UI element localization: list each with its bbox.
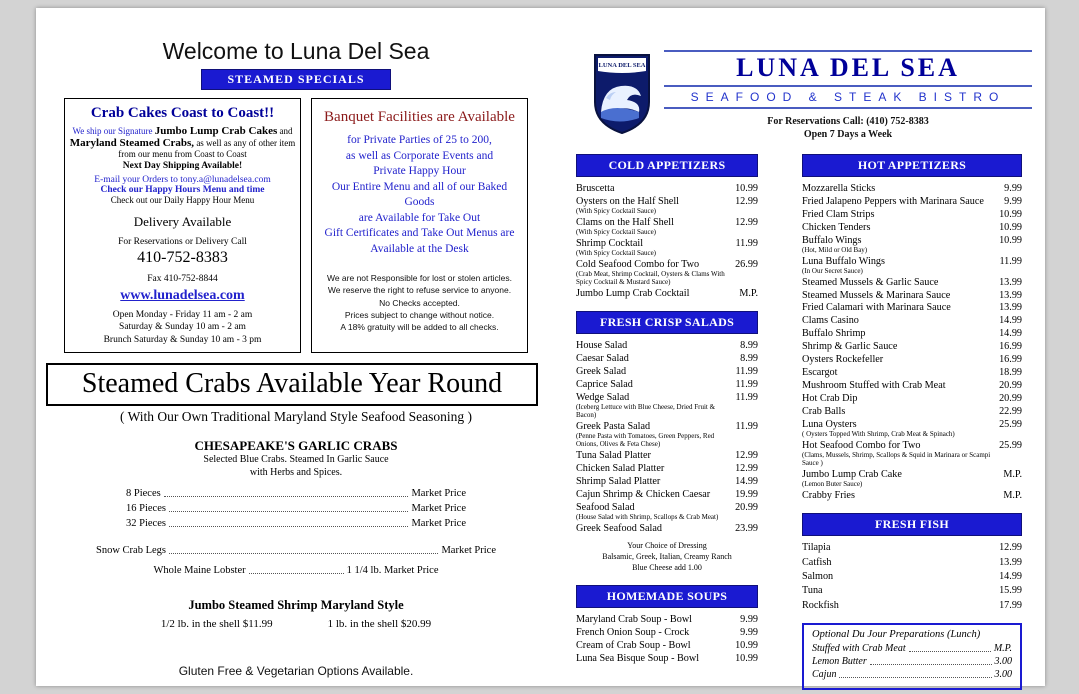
menu-column-left	[576, 154, 758, 690]
menu-item	[802, 290, 1022, 301]
menu-item-name: French Onion Soup - Crock	[576, 627, 690, 639]
menu-item-name: Greek Pasta Salad	[576, 420, 651, 432]
menu-item	[802, 419, 1022, 438]
menu-item-name: Caesar Salad	[576, 353, 629, 365]
fresh-fish-banner: FRESH FISH	[802, 513, 1022, 536]
optional-item-row	[812, 669, 1012, 680]
dotted-leader	[164, 496, 409, 497]
dotted-leader	[249, 573, 344, 574]
item-price: Market Price	[441, 545, 496, 557]
item-price: Market Price	[411, 488, 466, 500]
email-orders-line: E-mail your Orders to tony.a@lunadelsea.com	[94, 175, 271, 185]
menu-item	[576, 259, 758, 287]
menu-item	[802, 490, 1022, 501]
menu-item-desc: (Crab Meat, Shrimp Cocktail, Oysters & Clams With Spicy Cocktail & Mustard Sauce)	[576, 270, 725, 287]
dotted-leader	[169, 526, 409, 527]
banquet-line: Our Entire Menu and all of our Baked Goods	[331, 180, 508, 209]
menu-item-name: Fried Clam Strips	[802, 208, 875, 220]
item-name: 8 Pieces	[126, 488, 161, 500]
menu-item-name: Maryland Crab Soup - Bowl	[576, 614, 693, 626]
section-fresh-fish	[802, 513, 1022, 611]
dotted-leader	[169, 553, 438, 554]
menu-item-price: 25.99	[999, 418, 1022, 430]
menu-item-desc: (Iceberg Lettuce with Blue Cheese, Dried Fruit & Bacon)	[576, 403, 716, 420]
menu-item-name: Luna Oysters	[802, 418, 857, 430]
reservations-call-line: For Reservations Call: (410) 752-8383	[767, 116, 929, 127]
menu-item-price: M.P.	[739, 287, 758, 299]
section-salads	[576, 311, 758, 573]
menu-item	[576, 627, 758, 638]
menu-item-price: 12.99	[735, 462, 758, 474]
menu-item-name: Crabby Fries	[802, 489, 855, 501]
menu-item-price: 8.99	[740, 353, 758, 365]
menu-item-price: 11.99	[735, 366, 758, 378]
menu-item-name: Greek Seafood Salad	[576, 522, 662, 534]
delivery-available: Delivery Available	[133, 214, 232, 229]
menu-item-name: Greek Salad	[576, 366, 627, 378]
menu-item-name: Clams on the Half Shell	[576, 216, 674, 228]
menu-item	[576, 366, 758, 377]
dotted-leader	[870, 664, 992, 665]
menu-item-price: 11.99	[735, 420, 758, 432]
menu-item-price: 13.99	[999, 276, 1022, 288]
menu-item-name: Mozzarella Sticks	[802, 183, 876, 194]
menu-item-name: Luna Sea Bisque Soup - Bowl	[576, 653, 700, 665]
menu-item-name: Oysters Rockefeller	[802, 354, 884, 366]
menu-item-price: 11.99	[735, 391, 758, 403]
menu-item-price: 9.99	[740, 614, 758, 626]
dressing-note	[576, 541, 758, 573]
dressing-note-line: Your Choice of Dressing	[627, 541, 707, 551]
item-price: Market Price	[411, 518, 466, 530]
menu-columns	[576, 154, 1032, 690]
menu-item	[576, 353, 758, 364]
garlic-crab-row	[126, 518, 466, 529]
menu-item-desc: (House Salad with Shrimp, Scallops & Crab Meat)	[576, 513, 719, 522]
menu-column-right	[802, 154, 1022, 690]
menu-item-name: Hot Crab Dip	[802, 392, 858, 404]
menu-item-price: 13.99	[999, 289, 1022, 301]
menu-item-desc: (Penne Pasta with Tomatoes, Green Peppers, Red Onions, Olives & Feta Chese)	[576, 432, 715, 449]
happy-hours-line: Check our Happy Hours Menu and time	[100, 185, 265, 195]
garlic-crabs-subtitle-2: with Herbs and Spices.	[249, 466, 343, 478]
ship-line-2a: Maryland Steamed Crabs,	[69, 137, 195, 149]
menu-item	[576, 340, 758, 351]
menu-item-name: Chicken Salad Platter	[576, 462, 665, 474]
cold-appetizers-items	[576, 183, 758, 299]
soups-banner: HOMEMADE SOUPS	[576, 585, 758, 608]
banquet-line: Gift Certificates and Take Out Menus are	[324, 227, 515, 240]
menu-item-price: 10.99	[999, 234, 1022, 246]
brand-header	[664, 50, 1032, 140]
menu-item-price: 19.99	[735, 488, 758, 500]
menu-item-price: 9.99	[740, 627, 758, 639]
menu-item-price: 11.99	[999, 255, 1022, 267]
section-hot-appetizers	[802, 154, 1022, 501]
menu-item-price: 10.99	[735, 183, 758, 194]
section-soups	[576, 585, 758, 664]
menu-item	[802, 469, 1022, 488]
menu-item-desc: (In Our Secret Sauce)	[802, 267, 863, 276]
menu-item-name: Caprice Salad	[576, 379, 633, 391]
garlic-crab-row	[126, 488, 466, 499]
steamed-shrimp-prices	[46, 618, 546, 630]
menu-item	[576, 392, 758, 420]
garlic-crabs-rows	[126, 488, 466, 529]
menu-item-desc: ( Oysters Topped With Shrimp, Crab Meat & Spinach)	[802, 430, 955, 439]
disclaimer-line: No Checks accepted.	[379, 297, 460, 308]
hot-appetizers-banner: HOT APPETIZERS	[802, 154, 1022, 177]
menu-item-name: Fried Jalapeno Peppers with Marinara Sauce	[802, 195, 984, 207]
menu-item-name: House Salad	[576, 340, 628, 352]
dressing-note-line: Blue Cheese add 1.00	[632, 562, 702, 572]
banquet-title: Banquet Facilities are Available	[324, 109, 515, 125]
item-name: Stuffed with Crab Meat	[812, 643, 906, 655]
menu-item-price: 13.99	[999, 556, 1022, 568]
menu-item-price: 15.99	[999, 585, 1022, 597]
menu-item-price: 20.99	[999, 380, 1022, 391]
menu-item	[576, 288, 758, 299]
menu-item-name: Bruscetta	[576, 183, 615, 194]
brand-name: LUNA DEL SEA	[736, 53, 960, 82]
menu-item-desc: (With Spicy Cocktail Sauce)	[576, 228, 657, 237]
section-cold-appetizers	[576, 154, 758, 299]
menu-item	[802, 222, 1022, 233]
menu-item-name: Steamed Mussels & Marinara Sauce	[802, 289, 951, 301]
menu-sheet	[36, 8, 1045, 686]
menu-item-price: 12.99	[735, 216, 758, 228]
menu-item	[802, 542, 1022, 553]
menu-item-price: 11.99	[735, 237, 758, 249]
menu-item	[576, 238, 758, 257]
menu-item-name: Jumbo Lump Crab Cocktail	[576, 287, 690, 299]
menu-item-price: M.P.	[1003, 468, 1022, 480]
menu-item	[576, 476, 758, 487]
menu-item-desc: (With Spicy Cocktail Sauce)	[576, 207, 657, 216]
menu-item-name: Tilapia	[802, 542, 831, 554]
optional-preparations-items	[812, 643, 1012, 680]
menu-item-price: 10.99	[735, 653, 758, 665]
welcome-title: Welcome to Luna Del Sea	[162, 38, 430, 64]
menu-item-price: 12.99	[735, 449, 758, 461]
menu-item-desc: (Lemon Buter Sauce)	[802, 480, 863, 489]
info-boxes	[64, 98, 528, 353]
item-name: Whole Maine Lobster	[153, 565, 246, 577]
shrimp-half-pound: 1/2 lb. in the shell $11.99	[160, 618, 273, 631]
steamed-crabs-title: Steamed Crabs Available Year Round	[81, 368, 503, 400]
daily-happy-hour-line: Check out our Daily Happy Hour Menu	[110, 195, 255, 205]
menu-item	[802, 256, 1022, 275]
menu-item-price: 16.99	[999, 341, 1022, 353]
menu-item-name: Salmon	[802, 570, 834, 582]
divider-line	[664, 107, 1032, 109]
menu-item-price: 12.99	[999, 542, 1022, 554]
menu-item	[576, 640, 758, 651]
menu-item-price: 22.99	[999, 405, 1022, 417]
banquet-line: for Private Parties of 25 to 200,	[347, 134, 492, 146]
reservations-line: For Reservations or Delivery Call	[118, 237, 247, 247]
menu-item-price: 10.99	[999, 208, 1022, 220]
menu-item-desc: (Hot, Mild or Old Bay)	[802, 246, 868, 255]
disclaimer-line: A 18% gratuity will be added to all checks.	[340, 322, 499, 333]
menu-item	[576, 463, 758, 474]
menu-item-name: Shrimp Salad Platter	[576, 475, 661, 487]
menu-item-name: Tuna	[802, 585, 823, 597]
ship-line-2	[69, 137, 296, 149]
open-days-line: Open 7 Days a Week	[803, 129, 893, 140]
menu-item	[802, 367, 1022, 378]
disclaimer-lines	[318, 272, 521, 334]
menu-item	[576, 217, 758, 236]
item-price: 3.00	[994, 669, 1012, 681]
restaurant-logo	[594, 54, 650, 139]
menu-item	[576, 183, 758, 194]
page-left	[46, 38, 546, 678]
menu-item	[802, 585, 1022, 596]
menu-item-price: 16.99	[999, 354, 1022, 366]
ship-line-1	[69, 125, 296, 137]
hours-line: Open Monday - Friday 11 am - 2 am	[112, 310, 253, 320]
menu-item-price: 26.99	[735, 258, 758, 270]
dressing-note-line: Balsamic, Greek, Italian, Creamy Ranch	[602, 551, 732, 561]
garlic-crab-row	[126, 503, 466, 514]
hours-line: Brunch Saturday & Sunday 10 am - 3 pm	[103, 334, 262, 345]
garlic-crabs-subtitle-1: Selected Blue Crabs. Steamed In Garlic Sauce	[203, 454, 389, 466]
banquet-line: Available at the Desk	[370, 242, 469, 255]
menu-item-name: Shrimp & Garlic Sauce	[802, 341, 898, 353]
menu-item	[802, 302, 1022, 313]
item-price: 3.00	[994, 656, 1012, 668]
website-link: www.lunadelsea.com	[120, 288, 245, 303]
menu-item-price: 20.99	[999, 392, 1022, 404]
ship-line-1b: Jumbo Lump Crab Cakes	[154, 125, 278, 137]
menu-item-name: Cream of Crab Soup - Bowl	[576, 640, 691, 652]
ship-line-1a: We ship our Signature	[72, 126, 153, 136]
garlic-crabs-title: CHESAPEAKE'S GARLIC CRABS	[194, 438, 398, 454]
optional-preparations-title: Optional Du Jour Preparations (Lunch)	[812, 629, 981, 641]
menu-item-name: Jumbo Lump Crab Cake	[802, 468, 902, 480]
phone-number: 410-752-8383	[137, 249, 228, 266]
dotted-leader	[839, 677, 991, 678]
salads-banner: FRESH CRISP SALADS	[576, 311, 758, 334]
menu-item	[802, 183, 1022, 194]
optional-item-row	[812, 656, 1012, 667]
menu-item-name: Tuna Salad Platter	[576, 449, 651, 461]
menu-item-price: 14.99	[999, 315, 1022, 327]
disclaimer-line: We reserve the right to refuse service to anyone.	[327, 285, 512, 296]
banquet-line: as well as Corporate Events and	[345, 149, 494, 162]
item-price: 1 1/4 lb. Market Price	[346, 565, 439, 577]
ship-line-3: from our menu from Coast to Coast	[118, 149, 247, 159]
menu-item	[802, 315, 1022, 326]
item-name: 16 Pieces	[126, 503, 166, 515]
menu-item	[802, 557, 1022, 568]
menu-item	[802, 328, 1022, 339]
menu-item-name: Wedge Salad	[576, 391, 630, 403]
logo-wave-icon	[594, 54, 650, 134]
menu-item	[576, 614, 758, 625]
menu-item-price: 23.99	[735, 522, 758, 534]
item-name: Lemon Butter	[812, 656, 867, 668]
menu-item	[802, 341, 1022, 352]
menu-item	[576, 379, 758, 390]
menu-item	[576, 653, 758, 664]
hot-appetizers-items	[802, 183, 1022, 501]
optional-preparations-box	[802, 623, 1022, 690]
banquet-box	[311, 98, 528, 353]
menu-item-name: Mushroom Stuffed with Crab Meat	[802, 380, 946, 391]
menu-item	[576, 489, 758, 500]
hours-list	[69, 309, 296, 346]
ship-line-2b: as well as any of other item	[196, 138, 296, 148]
fresh-fish-items	[802, 542, 1022, 611]
item-name: Snow Crab Legs	[96, 545, 166, 557]
snow-crab-row	[96, 545, 496, 556]
lobster-row	[154, 565, 439, 576]
cold-appetizers-banner: COLD APPETIZERS	[576, 154, 758, 177]
item-name: Cajun	[812, 669, 837, 681]
item-price: Market Price	[411, 503, 466, 515]
dotted-leader	[169, 511, 409, 512]
menu-item-price: 17.99	[999, 599, 1022, 611]
menu-item-price: 9.99	[1004, 195, 1022, 207]
menu-item-price: 14.99	[999, 570, 1022, 582]
menu-item-price: 9.99	[1004, 183, 1022, 194]
menu-item-price: 11.99	[735, 379, 758, 391]
menu-item-price: 18.99	[999, 367, 1022, 379]
next-day-shipping: Next Day Shipping Available!	[122, 161, 243, 171]
menu-item-desc: (With Spicy Cocktail Sauce)	[576, 249, 657, 258]
steamed-crabs-box	[46, 363, 538, 406]
menu-item	[802, 235, 1022, 254]
salads-items	[576, 340, 758, 534]
menu-item	[802, 209, 1022, 220]
soups-items	[576, 614, 758, 664]
menu-item-name: Fried Calamari with Marinara Sauce	[802, 302, 951, 314]
menu-item	[802, 600, 1022, 611]
steamed-specials-banner: STEAMED SPECIALS	[201, 69, 391, 90]
menu-item	[802, 277, 1022, 288]
menu-item	[802, 571, 1022, 582]
brand-tagline: SEAFOOD & STEAK BISTRO	[690, 90, 1006, 104]
menu-item-name: Oysters on the Half Shell	[576, 195, 679, 207]
gluten-free-note: Gluten Free & Vegetarian Options Available.	[178, 664, 414, 679]
menu-item-name: Escargot	[802, 367, 838, 379]
banquet-line: are Available for Take Out	[358, 211, 481, 224]
crab-box-title: Crab Cakes Coast to Coast!!	[90, 105, 275, 121]
logo-text: LUNA DEL SEA	[598, 62, 646, 69]
menu-item-price: 10.99	[735, 640, 758, 652]
dotted-leader	[909, 651, 991, 652]
menu-item	[802, 380, 1022, 391]
menu-item	[576, 421, 758, 449]
menu-item-name: Catfish	[802, 556, 832, 568]
menu-item-price: 14.99	[999, 328, 1022, 340]
item-price: M.P.	[993, 643, 1012, 655]
menu-item	[802, 406, 1022, 417]
menu-item-name: Buffalo Shrimp	[802, 328, 866, 340]
menu-item	[802, 354, 1022, 365]
menu-item-name: Clams Casino	[802, 315, 859, 327]
menu-item-name: Rockfish	[802, 599, 839, 611]
menu-item-price: 25.99	[999, 439, 1022, 451]
menu-item-name: Chicken Tenders	[802, 221, 871, 233]
steamed-shrimp-title: Jumbo Steamed Shrimp Maryland Style	[188, 598, 404, 613]
menu-item-price: 13.99	[999, 302, 1022, 314]
steamed-crabs-subtitle: ( With Our Own Traditional Maryland Style Seafood Seasoning )	[119, 409, 473, 425]
menu-item-price: 10.99	[999, 221, 1022, 233]
disclaimer-line: Prices subject to change without notice.	[344, 310, 495, 321]
menu-item-name: Steamed Mussels & Garlic Sauce	[802, 276, 939, 288]
menu-item	[576, 450, 758, 461]
banquet-lines	[318, 133, 521, 257]
shrimp-full-pound: 1 lb. in the shell $20.99	[327, 618, 432, 631]
menu-item-price: 12.99	[735, 195, 758, 207]
menu-item-price: 20.99	[735, 501, 758, 513]
menu-item	[802, 196, 1022, 207]
menu-item	[576, 502, 758, 521]
menu-item	[576, 523, 758, 534]
page-right	[576, 50, 1032, 690]
menu-item	[802, 393, 1022, 404]
hours-line: Saturday & Sunday 10 am - 2 am	[119, 322, 246, 333]
optional-item-row	[812, 643, 1012, 654]
menu-item-name: Shrimp Cocktail	[576, 237, 644, 249]
menu-item	[576, 196, 758, 215]
crab-cakes-box	[64, 98, 301, 353]
steamed-shrimp-section	[46, 598, 546, 630]
ship-line-1c: and	[279, 126, 293, 136]
menu-item-price: M.P.	[1003, 489, 1022, 501]
menu-item-name: Hot Seafood Combo for Two	[802, 439, 921, 451]
menu-item-price: 14.99	[735, 475, 758, 487]
item-name: 32 Pieces	[126, 518, 166, 530]
banquet-line: Private Happy Hour	[373, 165, 466, 178]
menu-item-name: Seafood Salad	[576, 501, 635, 513]
fax-number: Fax 410-752-8844	[147, 274, 218, 284]
disclaimer-line: We are not Responsible for lost or stolen articles.	[326, 273, 513, 284]
menu-item-name: Crab Balls	[802, 405, 846, 417]
menu-item-desc: (Clams, Mussels, Shrimp, Scallops & Squid in Marinara or Scampi Sauce )	[802, 451, 991, 468]
menu-item-name: Luna Buffalo Wings	[802, 255, 885, 267]
menu-item-name: Cold Seafood Combo for Two	[576, 258, 700, 270]
menu-item	[802, 440, 1022, 468]
menu-item-price: 8.99	[740, 340, 758, 352]
menu-item-name: Cajun Shrimp & Chicken Caesar	[576, 488, 711, 500]
garlic-crabs-section	[46, 438, 546, 576]
menu-item-name: Buffalo Wings	[802, 234, 862, 246]
